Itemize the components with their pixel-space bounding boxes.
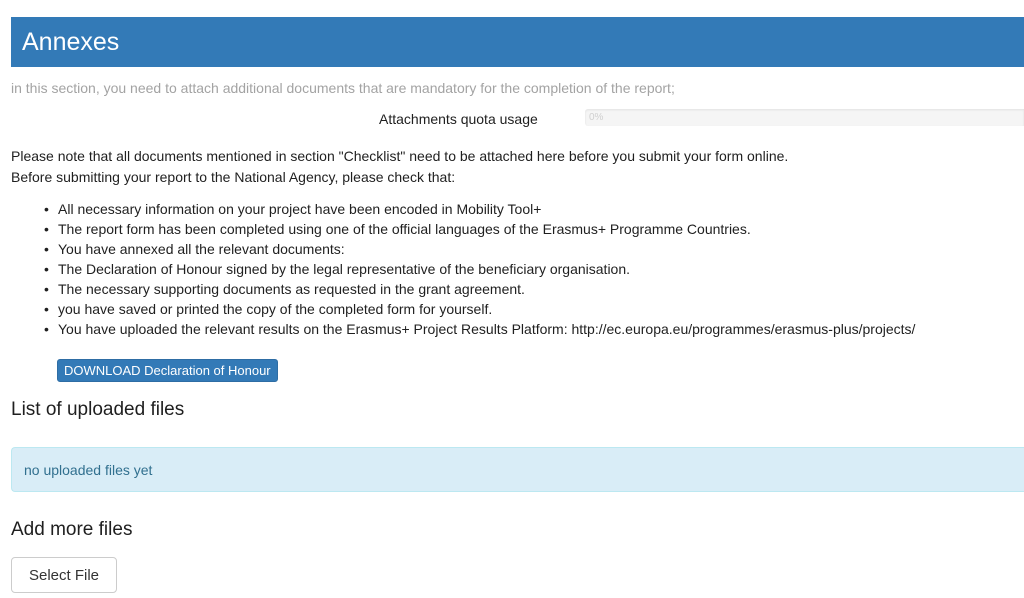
bullet-icon: •	[44, 241, 49, 257]
quota-progress-bar	[585, 109, 1024, 126]
no-files-message: no uploaded files yet	[24, 462, 153, 478]
bullet-icon: •	[44, 301, 49, 317]
checklist-note: Please note that all documents mentioned in section "Checklist" need to be attached here before you submit your form online.	[11, 148, 789, 164]
list-item-text: You have uploaded the relevant results on the Erasmus+ Project Results Platform: http://ec.europa.eu/programmes/erasmus-plus/projects/	[58, 321, 916, 337]
list-item-text: The report form has been completed using one of the official languages of the Erasmus+ Programme Countries.	[58, 221, 751, 237]
section-header	[11, 17, 1024, 67]
list-item	[44, 199, 915, 219]
bullet-icon: •	[44, 201, 49, 217]
no-files-alert	[11, 447, 1024, 492]
bullet-icon: •	[44, 281, 49, 297]
submission-note: Before submitting your report to the National Agency, please check that:	[11, 169, 456, 185]
list-item-text: The necessary supporting documents as requested in the grant agreement.	[58, 281, 525, 297]
download-declaration-button[interactable]: DOWNLOAD Declaration of Honour	[57, 359, 278, 382]
bullet-icon: •	[44, 221, 49, 237]
list-item	[44, 239, 915, 259]
section-intro: in this section, you need to attach additional documents that are mandatory for the completion of the report;	[11, 80, 675, 96]
list-item	[44, 319, 916, 339]
list-item-text: The Declaration of Honour signed by the legal representative of the beneficiary organisation.	[58, 261, 631, 277]
bullet-icon: •	[44, 261, 49, 277]
list-item-text: All necessary information on your project have been encoded in Mobility Tool+	[58, 201, 542, 217]
list-item-text: You have annexed all the relevant documents:	[58, 241, 345, 257]
uploaded-files-heading: List of uploaded files	[11, 399, 185, 420]
quota-label: Attachments quota usage	[379, 111, 538, 127]
bullet-icon: •	[44, 321, 49, 337]
quota-percent: 0%	[589, 112, 604, 123]
add-files-heading: Add more files	[11, 519, 133, 540]
list-item	[44, 279, 915, 299]
list-item-text: you have saved or printed the copy of the completed form for yourself.	[58, 301, 493, 317]
list-item	[44, 299, 915, 319]
list-item	[44, 259, 915, 279]
list-item	[44, 219, 915, 239]
requirements-list	[40, 199, 915, 339]
page-title: Annexes	[22, 28, 120, 56]
select-file-button[interactable]: Select File	[11, 557, 117, 593]
